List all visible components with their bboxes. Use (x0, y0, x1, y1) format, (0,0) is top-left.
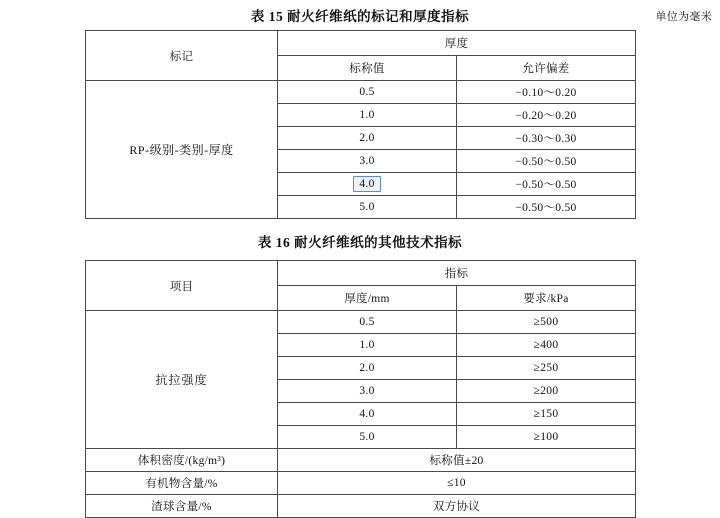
table15-tolerance-2: −0.30～0.30 (457, 127, 636, 150)
table15-header-tolerance: 允许偏差 (457, 56, 636, 81)
table15-mark-value: RP-级别-类别-厚度 (86, 81, 278, 219)
table15-caption-row (0, 4, 720, 30)
table16-group-label: 抗拉强度 (86, 311, 278, 449)
table16-requirement-2: ≥250 (457, 357, 636, 380)
table15-nominal-0: 0.5 (278, 81, 457, 104)
table16-extra-value-0: 标称值±20 (278, 449, 636, 472)
table15-tolerance-1: −0.20～0.20 (457, 104, 636, 127)
table-row (86, 472, 636, 495)
table-row (86, 311, 636, 334)
highlighted-value[interactable]: 4.0 (353, 176, 380, 192)
table16-header-thickness: 厚度/mm (278, 286, 457, 311)
table-row (86, 449, 636, 472)
table-row (86, 31, 636, 56)
table16-thickness-3: 3.0 (278, 380, 457, 403)
table15-tolerance-0: −0.10～0.20 (457, 81, 636, 104)
table15-header-thickness: 厚度 (278, 31, 636, 56)
table16-extra-value-1: ≤10 (278, 472, 636, 495)
table16-caption-row (0, 230, 720, 256)
table15-nominal-1: 1.0 (278, 104, 457, 127)
table16-extra-item-0: 体积密度/(kg/m³) (86, 449, 278, 472)
table15-caption: 表 15 耐火纤维纸的标记和厚度指标 (250, 9, 470, 24)
table15-nominal-4-cell (278, 173, 457, 196)
table16-requirement-3: ≥200 (457, 380, 636, 403)
table16-thickness-5: 5.0 (278, 426, 457, 449)
table16-thickness-1: 1.0 (278, 334, 457, 357)
table15-nominal-3: 3.0 (278, 150, 457, 173)
table16-requirement-1: ≥400 (457, 334, 636, 357)
table16-header-item: 项目 (86, 261, 278, 311)
table16 (85, 260, 636, 518)
table16-requirement-4: ≥150 (457, 403, 636, 426)
table15-tolerance-4: −0.50～0.50 (457, 173, 636, 196)
table15-header-mark: 标记 (86, 31, 278, 81)
table16-thickness-0: 0.5 (278, 311, 457, 334)
table16-extra-item-1: 有机物含量/% (86, 472, 278, 495)
table15-tolerance-5: −0.50～0.50 (457, 196, 636, 219)
table16-extra-item-2: 渣球含量/% (86, 495, 278, 518)
table16-requirement-0: ≥500 (457, 311, 636, 334)
table16-requirement-5: ≥100 (457, 426, 636, 449)
table16-header-index: 指标 (278, 261, 636, 286)
table16-thickness-4: 4.0 (278, 403, 457, 426)
unit-note: 单位为毫米 (655, 11, 712, 23)
table15-header-nominal: 标称值 (278, 56, 457, 81)
table16-header-requirement: 要求/kPa (457, 286, 636, 311)
table15 (85, 30, 636, 219)
table16-caption: 表 16 耐火纤维纸的其他技术指标 (257, 235, 463, 250)
table15-nominal-5: 5.0 (278, 196, 457, 219)
table-row (86, 261, 636, 286)
table-row (86, 495, 636, 518)
table16-thickness-2: 2.0 (278, 357, 457, 380)
table-row (86, 81, 636, 104)
table15-nominal-2: 2.0 (278, 127, 457, 150)
table16-extra-value-2: 双方协议 (278, 495, 636, 518)
table15-tolerance-3: −0.50～0.50 (457, 150, 636, 173)
